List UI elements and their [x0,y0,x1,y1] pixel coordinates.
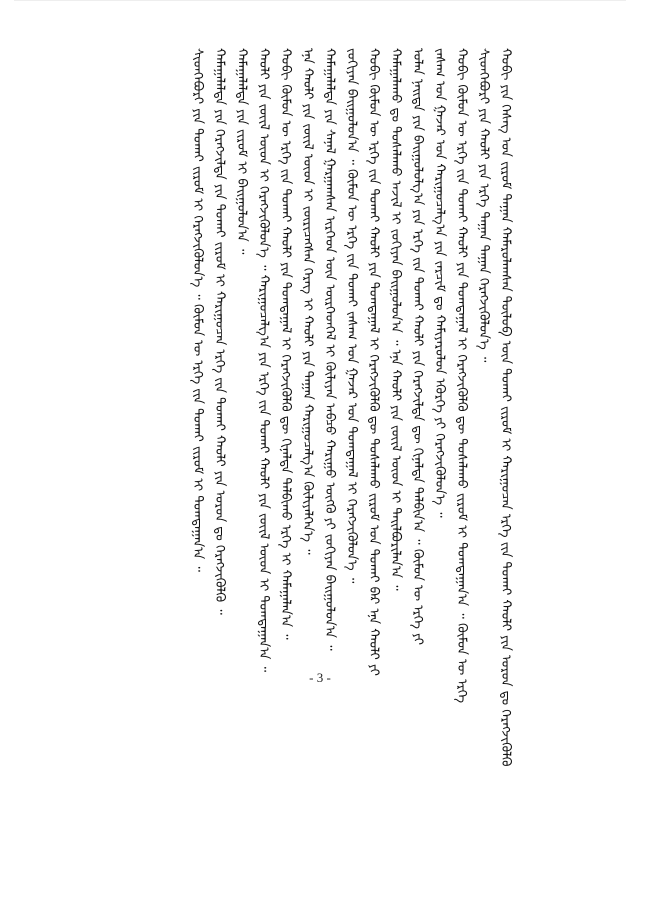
text-line: ᠰᠢᠳᠬᠡᠪᠦᠷᠢ ᠶᠢᠨ ᠲᠤᠬᠠᠢ ᠵᠢᠷᠤᠮ ᠢ ᠬᠡᠷᠡᠭᠵᠢᠭᠦᠯᠦᠨ᠎ᠡ ᠃ ᠬᠦᠮᠦᠨ ᠦ ᠡᠷᠬᠡ ᠵᠢᠨ ᠲᠤᠬᠠᠢ ᠵᠢᠷᠤᠮ ᠢ ᠲᠣᠭᠲᠠᠭᠠᠨ᠎ᠠ ᠃ [190,48,205,572]
text-line: ᠬᠠᠤᠯᠢ ᠶᠢᠨ ᠵᠦᠢᠯ ᠦᠳ ᠢ ᠬᠡᠷᠡᠭᠵᠢᠭᠦᠯᠦᠨ᠎ᠡ ᠃ ᠬᠠᠷᠢᠭᠤᠴᠠᠯᠭ᠎ᠠ ᠶᠢᠨ ᠡᠷᠬᠡ ᠵᠢᠨ ᠲᠤᠬᠠᠢ ᠬᠠᠤᠯᠢ ᠶᠢᠨ ᠵᠦᠢᠯ ᠦᠳ ᠢ ᠲᠣᠭᠲᠠᠭᠠᠨ᠎ᠠ ᠃ [256,48,271,672]
text-line: ᠰᠢᠳᠬᠡᠪᠦᠷᠢ ᠶᠢᠨ ᠬᠠᠤᠯᠢ ᠶᠢᠨ ᠡᠷᠬᠡ ᠳᠠᠭᠠᠨ ᠳᠠᠭᠠᠨ ᠬᠡᠷᠡᠭᠵᠢᠭᠦᠯᠦᠨ᠎ᠡ ᠃ [476,48,491,363]
text-line: ᠵᠣᠬᠢᠶᠠᠨ ᠪᠠᠢᠭᠤᠯᠤᠨ᠎ᠠ ᠃ ᠬᠦᠮᠦᠨ ᠦ ᠡᠷᠬᠡ ᠵᠢᠨ ᠲᠤᠬᠠᠢ ᠵᠠᠰᠠᠭ ᠤᠨ ᠭᠠᠵᠠᠷ ᠤᠨ ᠲᠣᠭᠲᠠᠭᠠᠯ ᠢ ᠬᠡᠷᠡᠭᠵᠢᠭᠦᠯᠦᠨ᠎ᠡ ᠃ [344,48,359,584]
page-number: - 3 - [309,670,331,685]
text-line: ᠬᠠᠮᠠᠭᠠᠯᠠᠯᠲᠠ ᠶᠢᠨ ᠵᠢᠷᠤᠮ ᠢ ᠪᠠᠢᠭᠤᠯᠤᠨ᠎ᠠ ᠃ [234,48,249,255]
text-line: ᠬᠠᠮᠠᠭᠠᠯᠠᠬᠤ ᠳᠤ ᠲᠤᠰᠠᠯᠠᠬᠤ ᠠᠵᠢᠯ ᠢ ᠵᠣᠬᠢᠶᠠᠨ ᠪᠠᠢᠭᠤᠯᠤᠨ᠎ᠠ ᠃ ᠡᠨᠡ ᠬᠠᠤᠯᠢ ᠶᠢᠨ ᠵᠦᠢᠯ ᠦᠳ ᠢ ᠲᠠᠢᠯᠪᠤᠷᠢᠯᠠᠨ᠎ᠠ ᠃ [388,48,403,591]
top-edge-line [14,0,626,1]
text-line: ᠬᠠᠮᠠᠭᠠᠯᠠᠯᠲᠠ ᠶᠢᠨ ᠰᠠᠨᠠᠯ ᠭᠠᠷᠭᠠᠭᠰᠠᠨ ᠢᠷᠭᠡᠳ ᠦᠨ ᠥᠷᠭᠡᠳᠬᠡᠯ ᠢ ᠬᠦᠯᠢᠶᠡᠨ ᠠᠪᠴᠤ ᠬᠠᠷᠢᠭᠤ ᠥᠭᠭᠦ ᠶᠢ ᠵᠣᠬᠢᠶᠠᠨ ᠪᠠᠢᠭᠤᠯᠤᠨ᠎ᠠ ᠃ [322,48,337,651]
text-line: ᠬᠤᠪᠢ ᠶᠢᠨ ᠬᠡᠰᠡᠭ ᠤᠨ ᠵᠢᠷᠤᠮ ᠳᠠᠭᠠᠨ ᠬᠠᠮᠠᠷᠤᠯᠠᠭᠰᠠᠨ ᠲᠥᠯᠥᠪ ᠦᠨ ᠲᠤᠬᠠᠢ ᠵᠢᠷᠤᠮ ᠢ ᠬᠠᠷᠢᠭᠤᠴᠠᠨ ᠡᠷᠬᠡ ᠵᠢᠨ ᠲᠤᠬᠠᠢ ᠬᠠᠤᠯᠢ ᠶᠢᠨ ᠤᠷᠤᠨ ᠳᠤ ᠬᠡᠷᠡᠭᠵᠢᠭᠦᠯᠬᠦ [498,48,513,767]
text-line: ᠬᠤᠪᠢ ᠬᠦᠮᠦᠨ ᠦ ᠡᠷᠬᠡ ᠵᠢᠨ ᠲᠤᠬᠠᠢ ᠬᠠᠤᠯᠢ ᠶᠢᠨ ᠲᠣᠭᠲᠠᠭᠠᠯ ᠢ ᠬᠡᠷᠡᠭᠵᠢᠭᠦᠯᠬᠦ ᠳᠦ ᠬᠢᠨᠠᠯᠲᠠ ᠲᠠᠯᠪᠢᠬᠤ ᠡᠷᠬᠡ ᠢ ᠬᠠᠮᠠᠭᠠᠯᠠᠨ᠎ᠠ ᠃ [278,48,293,640]
text-line: ᠵᠠᠰᠠᠭ ᠤᠨ ᠭᠠᠵᠠᠷ ᠤᠨ ᠬᠠᠷᠢᠭᠤᠴᠠᠯᠭ᠎ᠠ ᠶᠢᠨ ᠵᠠᠷᠴᠢᠮ ᠳᠤ ᠬᠠᠮᠢᠶᠠᠷᠤᠯᠤᠨ ᠡᠭᠦᠷᠭᠡ ᠶᠢ ᠬᠡᠷᠡᠭᠵᠢᠭᠦᠯᠦᠨ᠎ᠡ ᠃ [432,48,447,518]
text-line: ᠣᠯᠠᠨ ᠨᠡᠢᠲᠡ ᠶᠢᠨ ᠪᠠᠢᠭᠤᠯᠤᠯᠭ᠎ᠠ ᠶᠢᠨ ᠡᠷᠬᠡ ᠵᠢᠨ ᠲᠤᠬᠠᠢ ᠬᠠᠤᠯᠢ ᠶᠢᠨ ᠬᠡᠷᠡᠭᠵᠢᠯᠲᠡ ᠳᠦ ᠬᠢᠨᠠᠯᠲᠠ ᠲᠠᠯᠪᠢᠨ᠎ᠠ ᠃ ᠬᠦᠮᠦᠨ ᠦ ᠡᠷᠬᠡ ᠶᠢ [410,48,425,646]
text-line: ᠡᠨᠡ ᠬᠠᠤᠯᠢ ᠶᠢᠨ ᠵᠦᠢᠯ ᠦᠳ ᠢ ᠵᠥᠷᠢᠴᠡᠭᠰᠡᠨ ᠬᠡᠷᠡᠭ ᠢ ᠬᠠᠤᠯᠢ ᠶᠢᠨ ᠳᠠᠭᠠᠨ ᠬᠠᠷᠢᠭᠤᠴᠠᠯᠭ᠎ᠠ ᠬᠦᠯᠢᠶᠡᠯᠭᠡᠨ᠎ᠡ ᠃ [300,48,315,555]
text-line: ᠬᠠᠮᠠᠭᠠᠯᠠᠯᠲᠠ ᠶᠢᠨ ᠬᠡᠷᠡᠭᠵᠢᠯᠲᠡ ᠶᠢᠨ ᠲᠤᠬᠠᠢ ᠵᠢᠷᠤᠮ ᠢ ᠬᠠᠷᠢᠭᠤᠴᠠᠨ ᠡᠷᠬᠡ ᠵᠢᠨ ᠲᠤᠬᠠᠢ ᠬᠠᠤᠯᠢ ᠶᠢᠨ ᠤᠷᠤᠨ ᠳᠤ ᠬᠡᠷᠡᠭᠵᠢᠭᠦᠯᠬᠦ ᠃ [212,48,227,615]
text-line: ᠬᠤᠪᠢ ᠬᠦᠮᠦᠨ ᠦ ᠡᠷᠬᠡ ᠵᠢᠨ ᠲᠤᠬᠠᠢ ᠬᠠᠤᠯᠢ ᠶᠢᠨ ᠲᠣᠭᠲᠠᠭᠠᠯ ᠢ ᠬᠡᠷᠡᠭᠵᠢᠭᠦᠯᠬᠦ ᠳᠦ ᠲᠤᠰᠠᠯᠠᠬᠤ ᠵᠢᠷᠤᠮ ᠢ ᠲᠣᠭᠲᠠᠭᠠᠨ᠎ᠠ ᠃ ᠬᠦᠮᠦᠨ ᠦ ᠡᠷᠬᠡ [454,48,469,704]
text-line: ᠬᠤᠪᠢ ᠬᠦᠮᠦᠨ ᠦ ᠡᠷᠬᠡ ᠵᠢᠨ ᠲᠤᠬᠠᠢ ᠬᠠᠤᠯᠢ ᠶᠢᠨ ᠲᠣᠭᠲᠠᠭᠠᠯ ᠢ ᠬᠡᠷᠡᠭᠵᠢᠭᠦᠯᠬᠦ ᠳᠦ ᠲᠤᠰᠠᠯᠠᠬᠤ ᠵᠢᠷᠤᠮ ᠤᠨ ᠲᠤᠬᠠᠢ ᠪᠠᠷ ᠡᠨᠡ ᠬᠠᠤᠯᠢ ᠶᠢ [366,48,381,676]
mongolian-text-block [160,48,660,767]
